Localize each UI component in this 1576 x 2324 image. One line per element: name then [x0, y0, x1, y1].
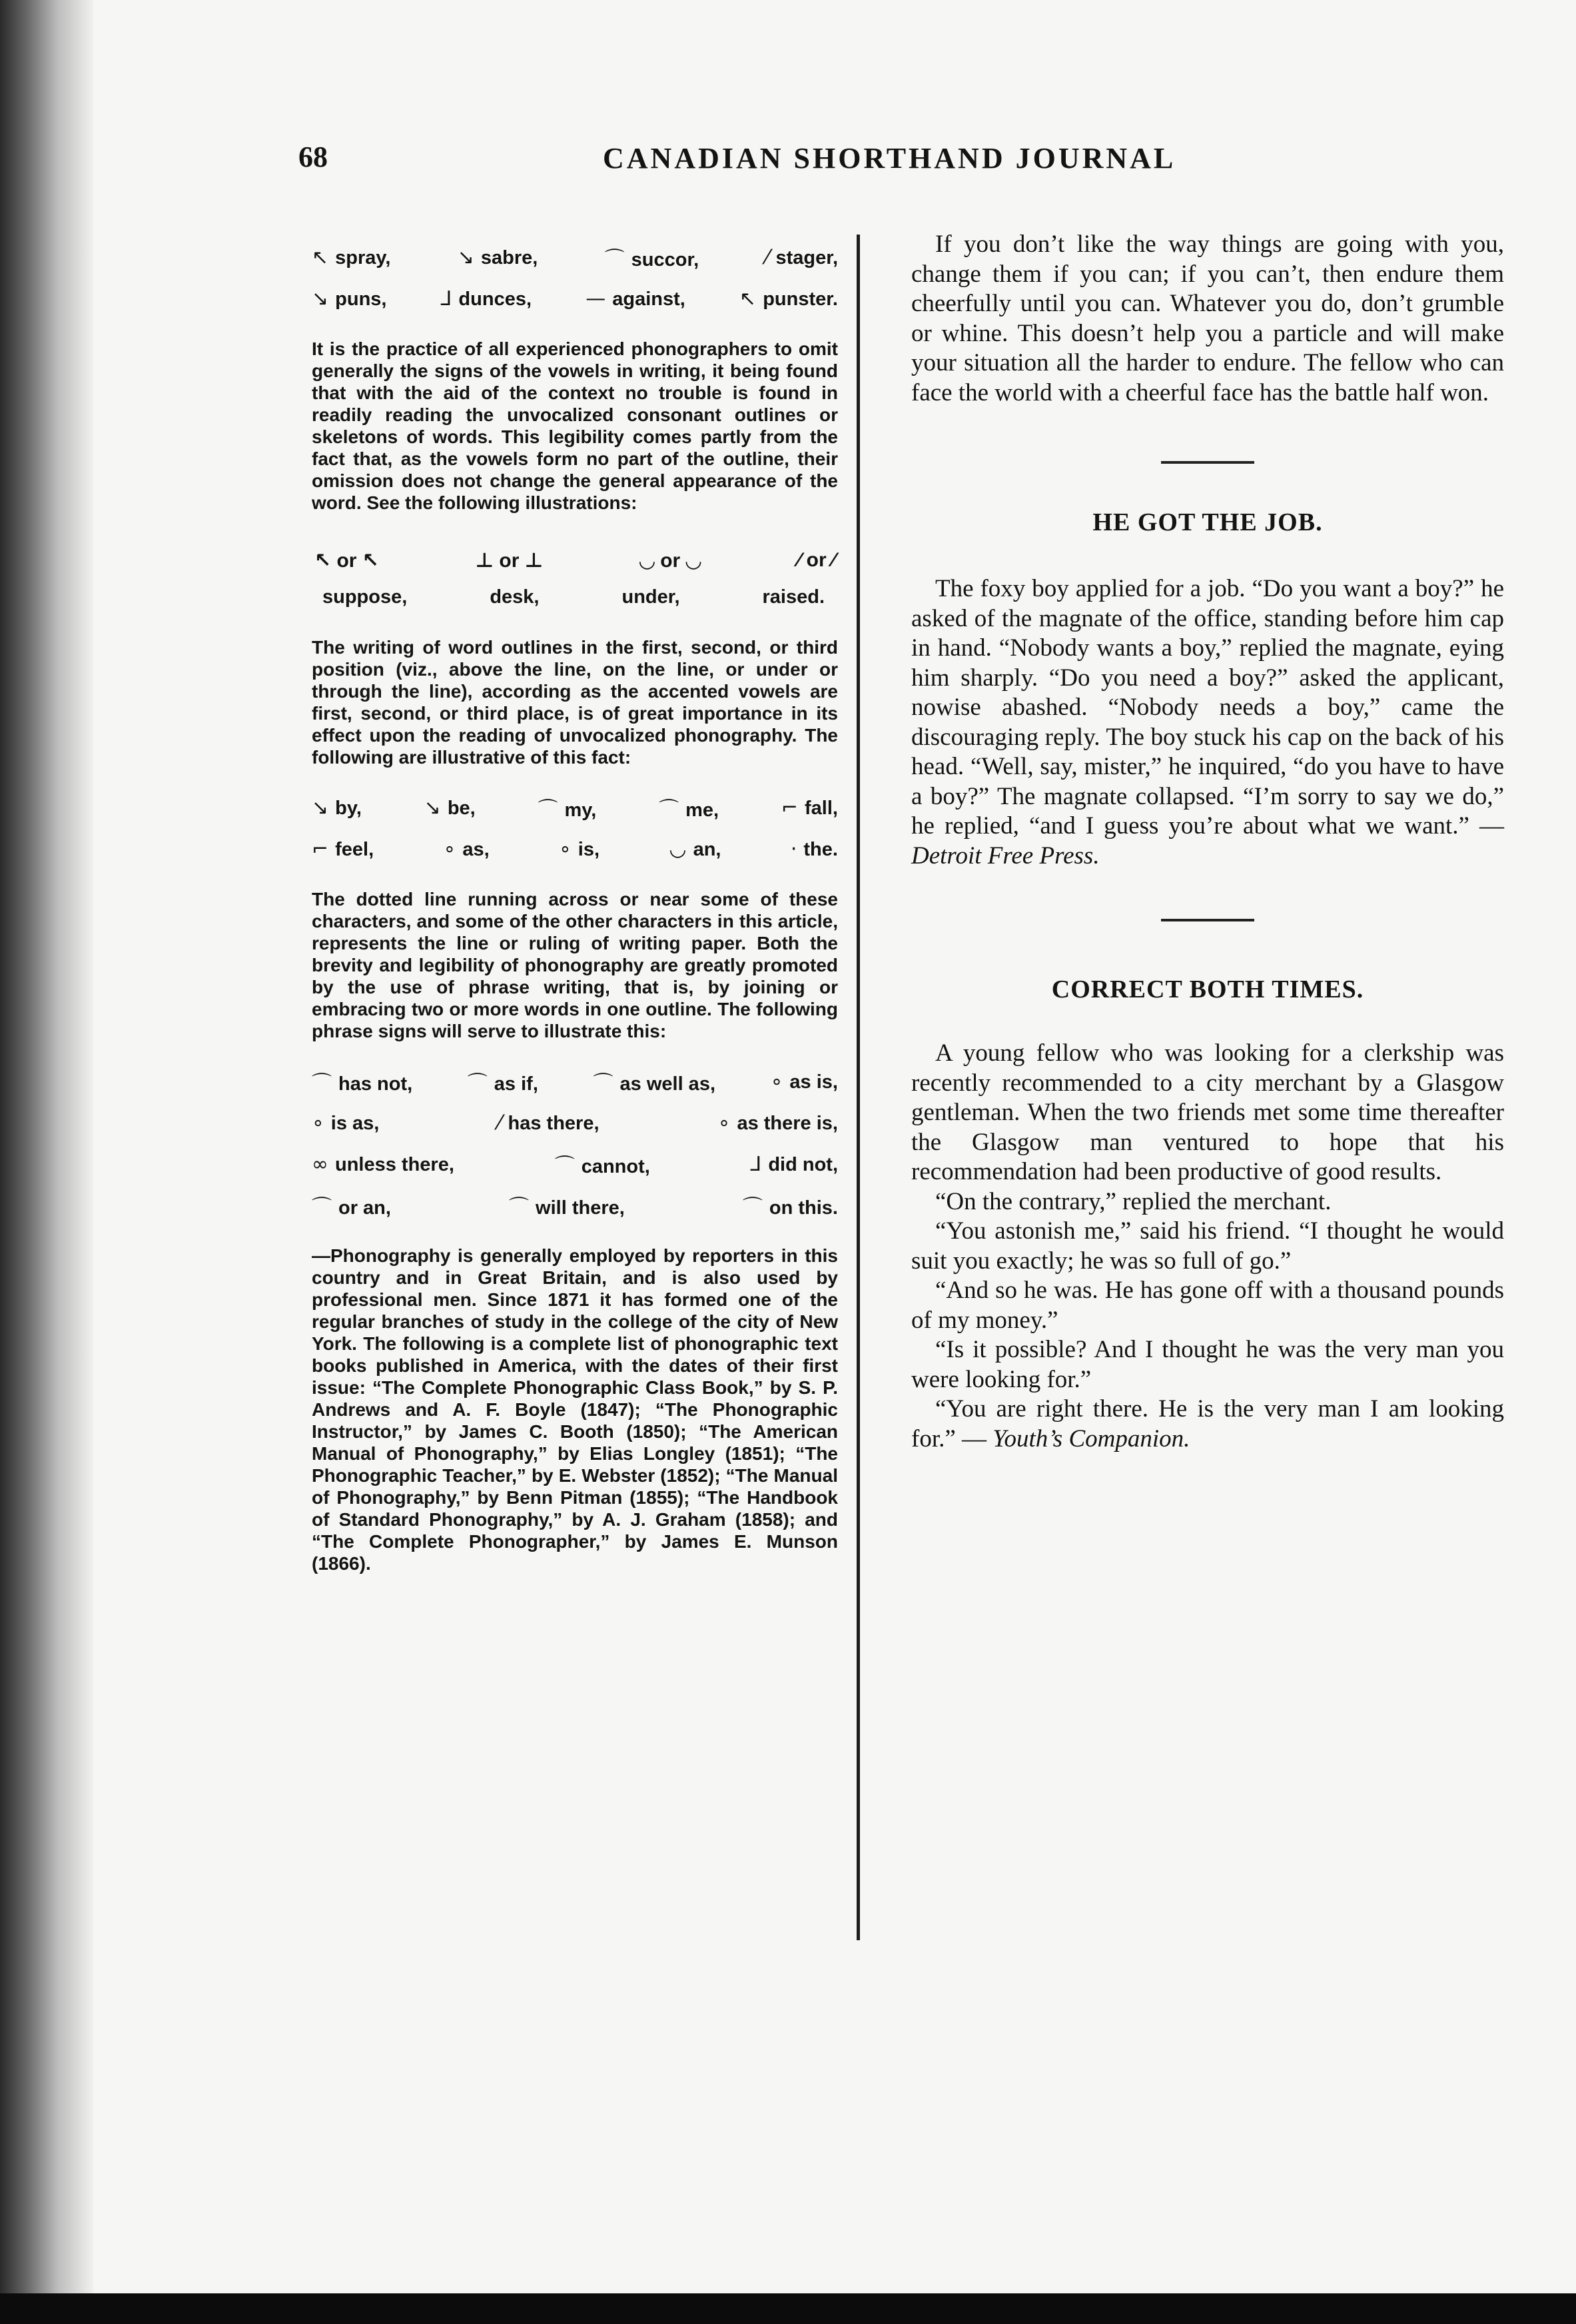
shorthand-outline-mark: ⌒ — [312, 1196, 332, 1219]
shorthand-sign — [605, 243, 699, 272]
left-column — [312, 237, 838, 1574]
shorthand-sign — [555, 1149, 650, 1179]
shorthand-sign — [498, 1111, 599, 1135]
paragraph-vowel-omission: It is the practice of all experienced phonographers to omit generally the signs of the vowels in writing, it being found that with the aid of the context no trouble is found in readily reading the unvocalized consonant outlines or skeletons of words. This legibility comes partly from the fact that, as the vowels form no part of the outline, their omission does not change the general appearance of the word. See the following illustrations: — [312, 338, 838, 513]
sign-row — [312, 237, 838, 278]
shorthand-outline-mark: ↘ — [312, 287, 329, 310]
illustration-mark: ↖ or ↖ — [314, 549, 379, 572]
phrase-row — [312, 1102, 838, 1143]
shorthand-word: me, — [685, 800, 719, 821]
shorthand-sign — [312, 1067, 412, 1096]
phrase-row — [312, 1185, 838, 1226]
shorthand-word: my, — [564, 800, 597, 821]
shorthand-outline-mark: ↘ — [457, 245, 474, 269]
shorthand-word: unless there, — [335, 1153, 454, 1175]
story-source: Youth’s Companion. — [992, 1425, 1190, 1452]
shorthand-sign — [781, 796, 838, 820]
shorthand-word: cannot, — [581, 1156, 650, 1177]
column-divider — [857, 235, 860, 1940]
story-paragraph — [911, 1395, 1504, 1454]
shorthand-word: be, — [447, 797, 476, 819]
shorthand-sign — [458, 246, 538, 269]
paragraph-text-books: —Phonography is generally employed by reporters in this country and in Great Britain, and is also used by professional men. Since 1871 it has formed one of the regular branches of study in the college of the city of New York. The following is a complete list of phonographic text books published in America, with the dates of their first issue: “The Complete Phonographic Class Book,” by S. P. Andrews and A. F. Boyle (1847); “The Phonographic Instructor,” by James C. Booth (1850); “The American Manual of Phonography,” by Elias Longley (1851); “The Phonographic Teacher,” by E. Webster (1852); “The Manual of Phonography,” by Benn Pitman (1855); “The Handbook of Standard Phonography,” by A. J. Graham (1858); and “The Complete Phonographer,” by James E. Munson (1866). — [312, 1245, 838, 1574]
shorthand-word: on this. — [769, 1197, 838, 1219]
shorthand-word: has there, — [508, 1112, 599, 1134]
shorthand-word: fall, — [805, 797, 838, 819]
shorthand-sign — [659, 793, 719, 822]
right-column — [911, 230, 1504, 1454]
illustration-mark: ◡ or ◡ — [639, 549, 701, 572]
shorthand-sign — [791, 838, 838, 861]
shorthand-sign — [441, 287, 532, 310]
shorthand-sign — [509, 1191, 625, 1220]
shorthand-sign — [312, 1191, 391, 1220]
story-body — [911, 574, 1504, 871]
illustration-word: suppose, — [322, 586, 408, 608]
shorthand-outline-mark: ∘ — [312, 1111, 324, 1135]
phrase-sign-rows — [312, 1061, 838, 1226]
story-heading: HE GOT THE JOB. — [1092, 508, 1323, 536]
shorthand-outline-mark: — — [586, 287, 606, 310]
shorthand-sign-rows-2 — [312, 787, 838, 870]
illustration-mark: ⊥ or ⊥ — [475, 549, 544, 572]
shorthand-sign — [312, 287, 386, 310]
shorthand-word: stager, — [775, 247, 838, 269]
shorthand-sign-rows-1 — [312, 237, 838, 319]
shorthand-sign — [593, 1067, 716, 1096]
shorthand-word: puns, — [335, 288, 387, 310]
story-paragraph: “Is it possible? And I thought he was the very man you were looking for.” — [911, 1336, 1504, 1393]
shorthand-word: as there is, — [737, 1112, 838, 1134]
shorthand-word: has not, — [338, 1073, 413, 1095]
shorthand-sign — [312, 1153, 454, 1176]
shorthand-sign — [538, 793, 597, 822]
illustration-word: raised. — [762, 586, 825, 608]
shorthand-outline-mark: ⌐ — [781, 796, 799, 820]
shorthand-outline-mark: ⌒ — [554, 1155, 575, 1178]
sign-row — [312, 278, 838, 319]
shorthand-word: spray, — [335, 247, 391, 269]
shorthand-word: as well as, — [619, 1073, 716, 1095]
illustration-words — [312, 580, 838, 614]
shorthand-outline-mark: ⌒ — [467, 1072, 488, 1095]
shorthand-outline-mark: ⌐ — [312, 837, 329, 861]
shorthand-word: the. — [803, 838, 838, 860]
shorthand-outline-mark: ⌒ — [742, 1196, 763, 1219]
shorthand-word: an, — [693, 838, 721, 860]
shorthand-sign — [751, 1153, 838, 1176]
shorthand-outline-mark: ∘ — [770, 1069, 783, 1093]
page-binding-shadow — [0, 0, 93, 2293]
shorthand-outline-mark: ⁄ — [498, 1111, 502, 1135]
shorthand-sign — [669, 838, 721, 861]
shorthand-outline-mark: ⅃ — [440, 287, 452, 310]
shorthand-outline-mark: ⌒ — [659, 798, 679, 822]
shorthand-word: did not, — [768, 1153, 838, 1175]
shorthand-word: by, — [335, 797, 362, 819]
shorthand-word: or an, — [338, 1197, 391, 1219]
sign-row — [312, 828, 838, 870]
shorthand-word: feel, — [335, 838, 374, 860]
shorthand-outline-mark: ⌒ — [604, 248, 625, 271]
intro-paragraph: If you don’t like the way things are going with you, change them if you can; if you can’t, then endure them cheerfully until you can. Whatever you do, don’t grumble or whine. This doesn’t help you a particle and will make your situation all the harder to endure. The fellow who can face the world with a cheerful face has the battle half won. — [911, 231, 1504, 406]
shorthand-outline-mark: ∞ — [312, 1152, 328, 1176]
shorthand-word: punster. — [763, 288, 838, 310]
shorthand-word: as if, — [494, 1073, 538, 1095]
shorthand-sign — [559, 838, 599, 861]
paragraph-outline-position: The writing of word outlines in the first, second, or third position (viz., above the line, on the line, or under or through the line), according as the accented vowels are first, second, or third place, is of great importance in its effect upon the reading of unvocalized phonography. The following are illustrative of this fact: — [312, 637, 838, 768]
shorthand-outline-mark: ∘ — [559, 837, 572, 861]
story-text: “You are right there. He is the very man I am looking for.” — — [911, 1395, 1504, 1452]
journal-title: CANADIAN SHORTHAND JOURNAL — [603, 142, 1176, 175]
illustration-mark: ⁄ or ⁄ — [797, 549, 835, 571]
shorthand-sign — [312, 246, 390, 269]
shorthand-outline-mark: ⌒ — [312, 1072, 332, 1095]
sign-row — [312, 787, 838, 828]
shorthand-sign — [312, 1111, 379, 1135]
shorthand-word: succor, — [631, 249, 699, 271]
shorthand-outline-mark: ◡ — [669, 837, 687, 861]
shorthand-word: against, — [612, 288, 685, 310]
running-head — [0, 140, 1576, 180]
story-source: Detroit Free Press. — [911, 842, 1100, 870]
shorthand-word: is, — [578, 838, 600, 860]
paragraph-phrase-writing: The dotted line running across or near some of these characters, and some of the other characters in this article, represents the line or ruling of writing paper. Both the brevity and legibility of phonography are greatly promoted by the use of phrase writing, that is, by joining or embracing two or more words in one outline. The following phrase signs will serve to illustrate this: — [312, 889, 838, 1041]
story-paragraph: “You astonish me,” said his friend. “I thought he would suit you exactly; he was so full of go.” — [911, 1217, 1504, 1275]
shorthand-outline-mark: ⅃ — [750, 1152, 762, 1176]
shorthand-outline-mark: ↘ — [424, 796, 441, 820]
shorthand-outline-mark: ⌒ — [509, 1196, 530, 1219]
phrase-row — [312, 1143, 838, 1185]
shorthand-sign — [444, 838, 490, 861]
shorthand-outline-mark: · — [790, 837, 797, 861]
illustration-word: desk, — [490, 586, 540, 608]
story-paragraph: A young fellow who was looking for a clerkship was recently recommended to a city merchant by a Glasgow gentleman. When the two friends met some time thereafter the Glasgow man ventured to hope that his recommendation had been productive of good results. — [911, 1039, 1504, 1185]
shorthand-outline-mark: ↖ — [739, 287, 757, 310]
story-heading: CORRECT BOTH TIMES. — [1051, 975, 1364, 1003]
shorthand-outline-mark: ∘ — [717, 1111, 731, 1135]
shorthand-sign — [468, 1067, 538, 1096]
shorthand-sign — [312, 838, 374, 861]
illustration-outlines — [312, 540, 838, 580]
shorthand-word: is as, — [330, 1112, 380, 1134]
illustration-word: under, — [621, 586, 680, 608]
shorthand-sign — [312, 796, 362, 820]
shorthand-outline-mark: ⁄ — [765, 245, 769, 269]
phrase-row — [312, 1061, 838, 1102]
story-paragraph: “On the contrary,” replied the merchant. — [935, 1187, 1332, 1215]
shorthand-outline-mark: ↖ — [312, 245, 329, 269]
shorthand-outline-mark: ⌒ — [538, 798, 558, 822]
shorthand-sign — [424, 796, 476, 820]
shorthand-outline-mark: ∘ — [443, 837, 456, 861]
shorthand-word: will there, — [536, 1197, 625, 1219]
shorthand-word: as, — [462, 838, 490, 860]
shorthand-sign — [586, 287, 685, 310]
shorthand-word: sabre, — [480, 247, 538, 269]
story-text: The foxy boy applied for a job. “Do you want a boy?” he asked of the magnate of the office, standing before him cap in hand. “Nobody wants a boy,” replied the magnate, eying him sharply. “Do you need a boy?” asked the applicant, nowise abashed. “Nobody needs a boy,” came the discouraging reply. The boy stuck his cap on the back of his head. “Well, say, mister,” he inquired, “do you have to have a boy?” The magnate collapsed. “I’m sorry to say we do,” he replied, “and I guess you’re about what we want.” — — [911, 575, 1504, 840]
story-paragraph: “And so he was. He has gone off with a thousand pounds of my money.” — [911, 1277, 1504, 1334]
shorthand-word: dunces, — [458, 288, 532, 310]
shorthand-sign — [739, 287, 838, 310]
shorthand-sign — [765, 246, 838, 269]
shorthand-outline-mark: ⌒ — [593, 1072, 613, 1095]
shorthand-sign — [743, 1191, 838, 1220]
shorthand-word: as is, — [789, 1071, 838, 1093]
shorthand-sign — [771, 1070, 838, 1093]
page-number: 68 — [298, 141, 328, 173]
shorthand-outline-mark: ↘ — [312, 796, 329, 820]
shorthand-sign — [718, 1111, 838, 1135]
